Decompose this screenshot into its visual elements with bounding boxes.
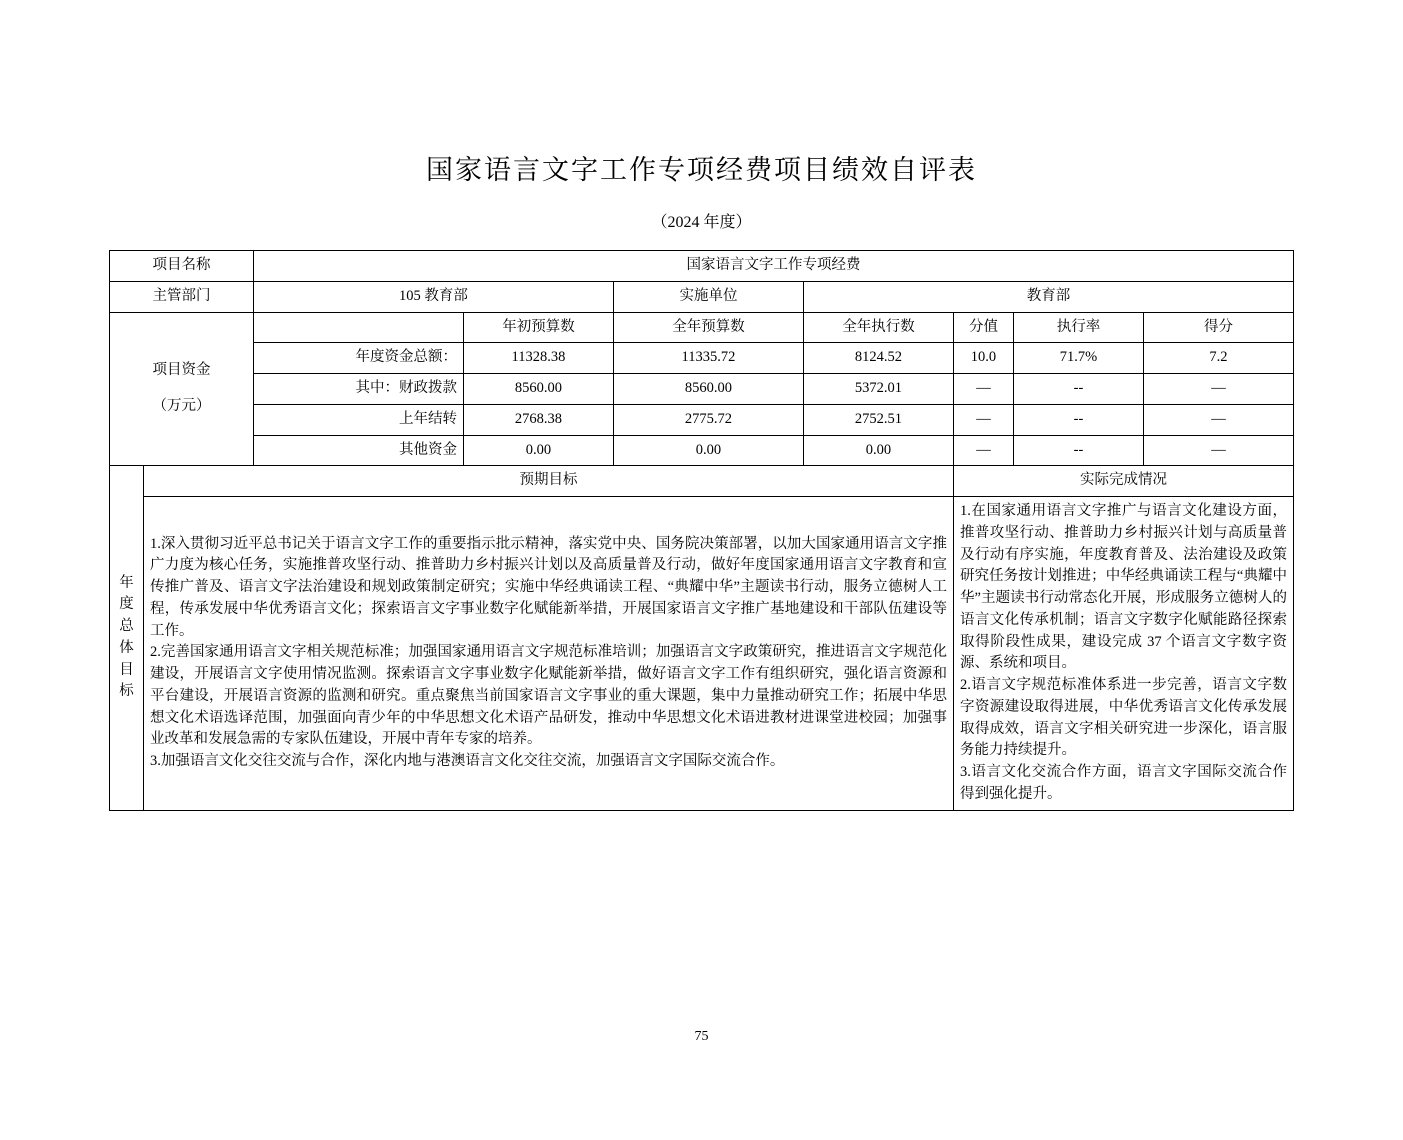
funds-label-line2: （万元） — [152, 397, 211, 414]
unit-label: 实施单位 — [613, 281, 803, 312]
fund-year-exec: 5372.01 — [803, 374, 953, 405]
fund-exec-rate: -- — [1013, 404, 1143, 435]
fund-year-budget: 8560.00 — [613, 374, 803, 405]
fund-header-exec-rate: 执行率 — [1013, 312, 1143, 343]
fund-exec-rate: -- — [1013, 435, 1143, 466]
table-row-fund-headers — [109, 312, 1293, 343]
fund-header-score: 得分 — [1143, 312, 1293, 343]
page-subtitle: （2024 年度） — [651, 214, 752, 231]
department-label: 主管部门 — [109, 281, 253, 312]
fund-begin-budget: 8560.00 — [463, 374, 613, 405]
fund-year-budget: 0.00 — [613, 435, 803, 466]
expected-goal-paragraph: 2.完善国家通用语言文字相关规范标准；加强国家通用语言文字规范标准培训；加强语言文字政策研究，推进语言文字规范化建设，开展语言文字使用情况监测。探索语言文字事业数字化赋能新举措，做好语言文字工作有组织研究，强化语言资源和平台建设，开展语言资源的监测和研究。重点聚焦当前国家语言文字事业的重大课题，集中力量推动研究工作；拓展中华思想文化术语选译范围，加强面向青少年的中华思想文化术语产品研发，推动中华思想文化术语进教材进课堂进校园；加强事业改革和发展急需的专家队伍建设，开展中青年专家的培养。 — [149, 644, 947, 748]
fund-exec-rate: 71.7% — [1013, 343, 1143, 374]
fund-exec-rate: -- — [1013, 374, 1143, 405]
fund-score-weight: — — [953, 374, 1013, 405]
fund-begin-budget: 0.00 — [463, 435, 613, 466]
fund-header-score-weight: 分值 — [953, 312, 1013, 343]
fund-score: — — [1143, 404, 1293, 435]
fund-year-exec: 2752.51 — [803, 404, 953, 435]
table-row-fund-carryover — [109, 404, 1293, 435]
fund-begin-budget: 2768.38 — [463, 404, 613, 435]
funds-label-line1: 项目资金 — [152, 362, 211, 379]
actual-result-paragraph: 3.语言文化交流合作方面，语言文字国际交流合作得到强化提升。 — [959, 764, 1288, 802]
actual-result-paragraph: 2.语言文字规范标准体系进一步完善，语言文字数字资源建设取得进展，中华优秀语言文化传承发展取得成效，语言文字相关研究进一步深化，语言服务能力持续提升。 — [959, 677, 1288, 759]
fund-score-weight: — — [953, 404, 1013, 435]
actual-result-content — [953, 497, 1293, 811]
fund-row-label: 上年结转 — [253, 404, 463, 435]
fund-score-weight: 10.0 — [953, 343, 1013, 374]
fund-score-weight: — — [953, 435, 1013, 466]
page-title: 国家语言文字工作专项经费项目绩效自评表 — [426, 155, 977, 185]
fund-year-budget: 11335.72 — [613, 343, 803, 374]
fund-score: 7.2 — [1143, 343, 1293, 374]
table-row-goal-headers — [109, 466, 1293, 497]
table-row-fund-fiscal — [109, 374, 1293, 405]
table-row-department — [109, 281, 1293, 312]
expected-goal-paragraph: 1.深入贯彻习近平总书记关于语言文字工作的重要指示批示精神，落实党中央、国务院决策部署，以加大国家通用语言文字推广力度为核心任务，实施推普攻坚行动、推普助力乡村振兴计划以及高质量普及行动，做好年度国家通用语言文字教育和宣传推广普及、语言文字法治建设和规划政策制定研究；实施中华经典诵读工程、“典耀中华”主题读书行动，服务立德树人工程，传承发展中华优秀语言文化；探索语言文字事业数字化赋能新举措，开展国家语言文字推广基地建设和干部队伍建设等工作。 — [149, 535, 947, 639]
actual-result-header: 实际完成情况 — [953, 466, 1293, 497]
department-value: 105 教育部 — [253, 281, 613, 312]
fund-score: — — [1143, 435, 1293, 466]
expected-goal-header: 预期目标 — [143, 466, 953, 497]
fund-row-label: 其中：财政拨款 — [253, 374, 463, 405]
table-row-fund-total — [109, 343, 1293, 374]
unit-value: 教育部 — [803, 281, 1293, 312]
project-name-label: 项目名称 — [109, 251, 253, 282]
expected-goal-paragraph: 3.加强语言文化交往交流与合作，深化内地与港澳语言文化交往交流，加强语言文字国际交流合作。 — [149, 753, 785, 770]
fund-row-label: 年度资金总额： — [253, 343, 463, 374]
expected-goal-content — [143, 497, 953, 811]
table-row-fund-other — [109, 435, 1293, 466]
fund-header-year-budget: 全年预算数 — [613, 312, 803, 343]
fund-year-exec: 8124.52 — [803, 343, 953, 374]
page-number: 75 — [694, 1029, 709, 1044]
fund-header-year-exec: 全年执行数 — [803, 312, 953, 343]
funds-label — [109, 312, 253, 466]
performance-self-evaluation-table — [109, 250, 1294, 811]
project-name-value: 国家语言文字工作专项经费 — [253, 251, 1293, 282]
actual-result-paragraph: 1.在国家通用语言文字推广与语言文化建设方面，推普攻坚行动、推普助力乡村振兴计划与高质量普及行动有序实施，年度教育普及、法治建设及政策研究任务按计划推进；中华经典诵读工程与“典耀中华”主题读书行动常态化开展，形成服务立德树人的语言文化传承机制；语言文字数字化赋能路径探索取得阶段性成果，建设完成 37 个语言文字数字资源、系统和项目。 — [959, 503, 1288, 672]
document-page — [0, 148, 1403, 1140]
annual-goal-vertical-label: 年 度 总 体 目 标 — [109, 466, 143, 810]
fund-year-budget: 2775.72 — [613, 404, 803, 435]
fund-begin-budget: 11328.38 — [463, 343, 613, 374]
fund-col-blank — [253, 312, 463, 343]
fund-row-label: 其他资金 — [253, 435, 463, 466]
fund-year-exec: 0.00 — [803, 435, 953, 466]
table-row-project-name — [109, 251, 1293, 282]
fund-score: — — [1143, 374, 1293, 405]
table-row-goal-body — [109, 497, 1293, 811]
fund-header-begin-budget: 年初预算数 — [463, 312, 613, 343]
